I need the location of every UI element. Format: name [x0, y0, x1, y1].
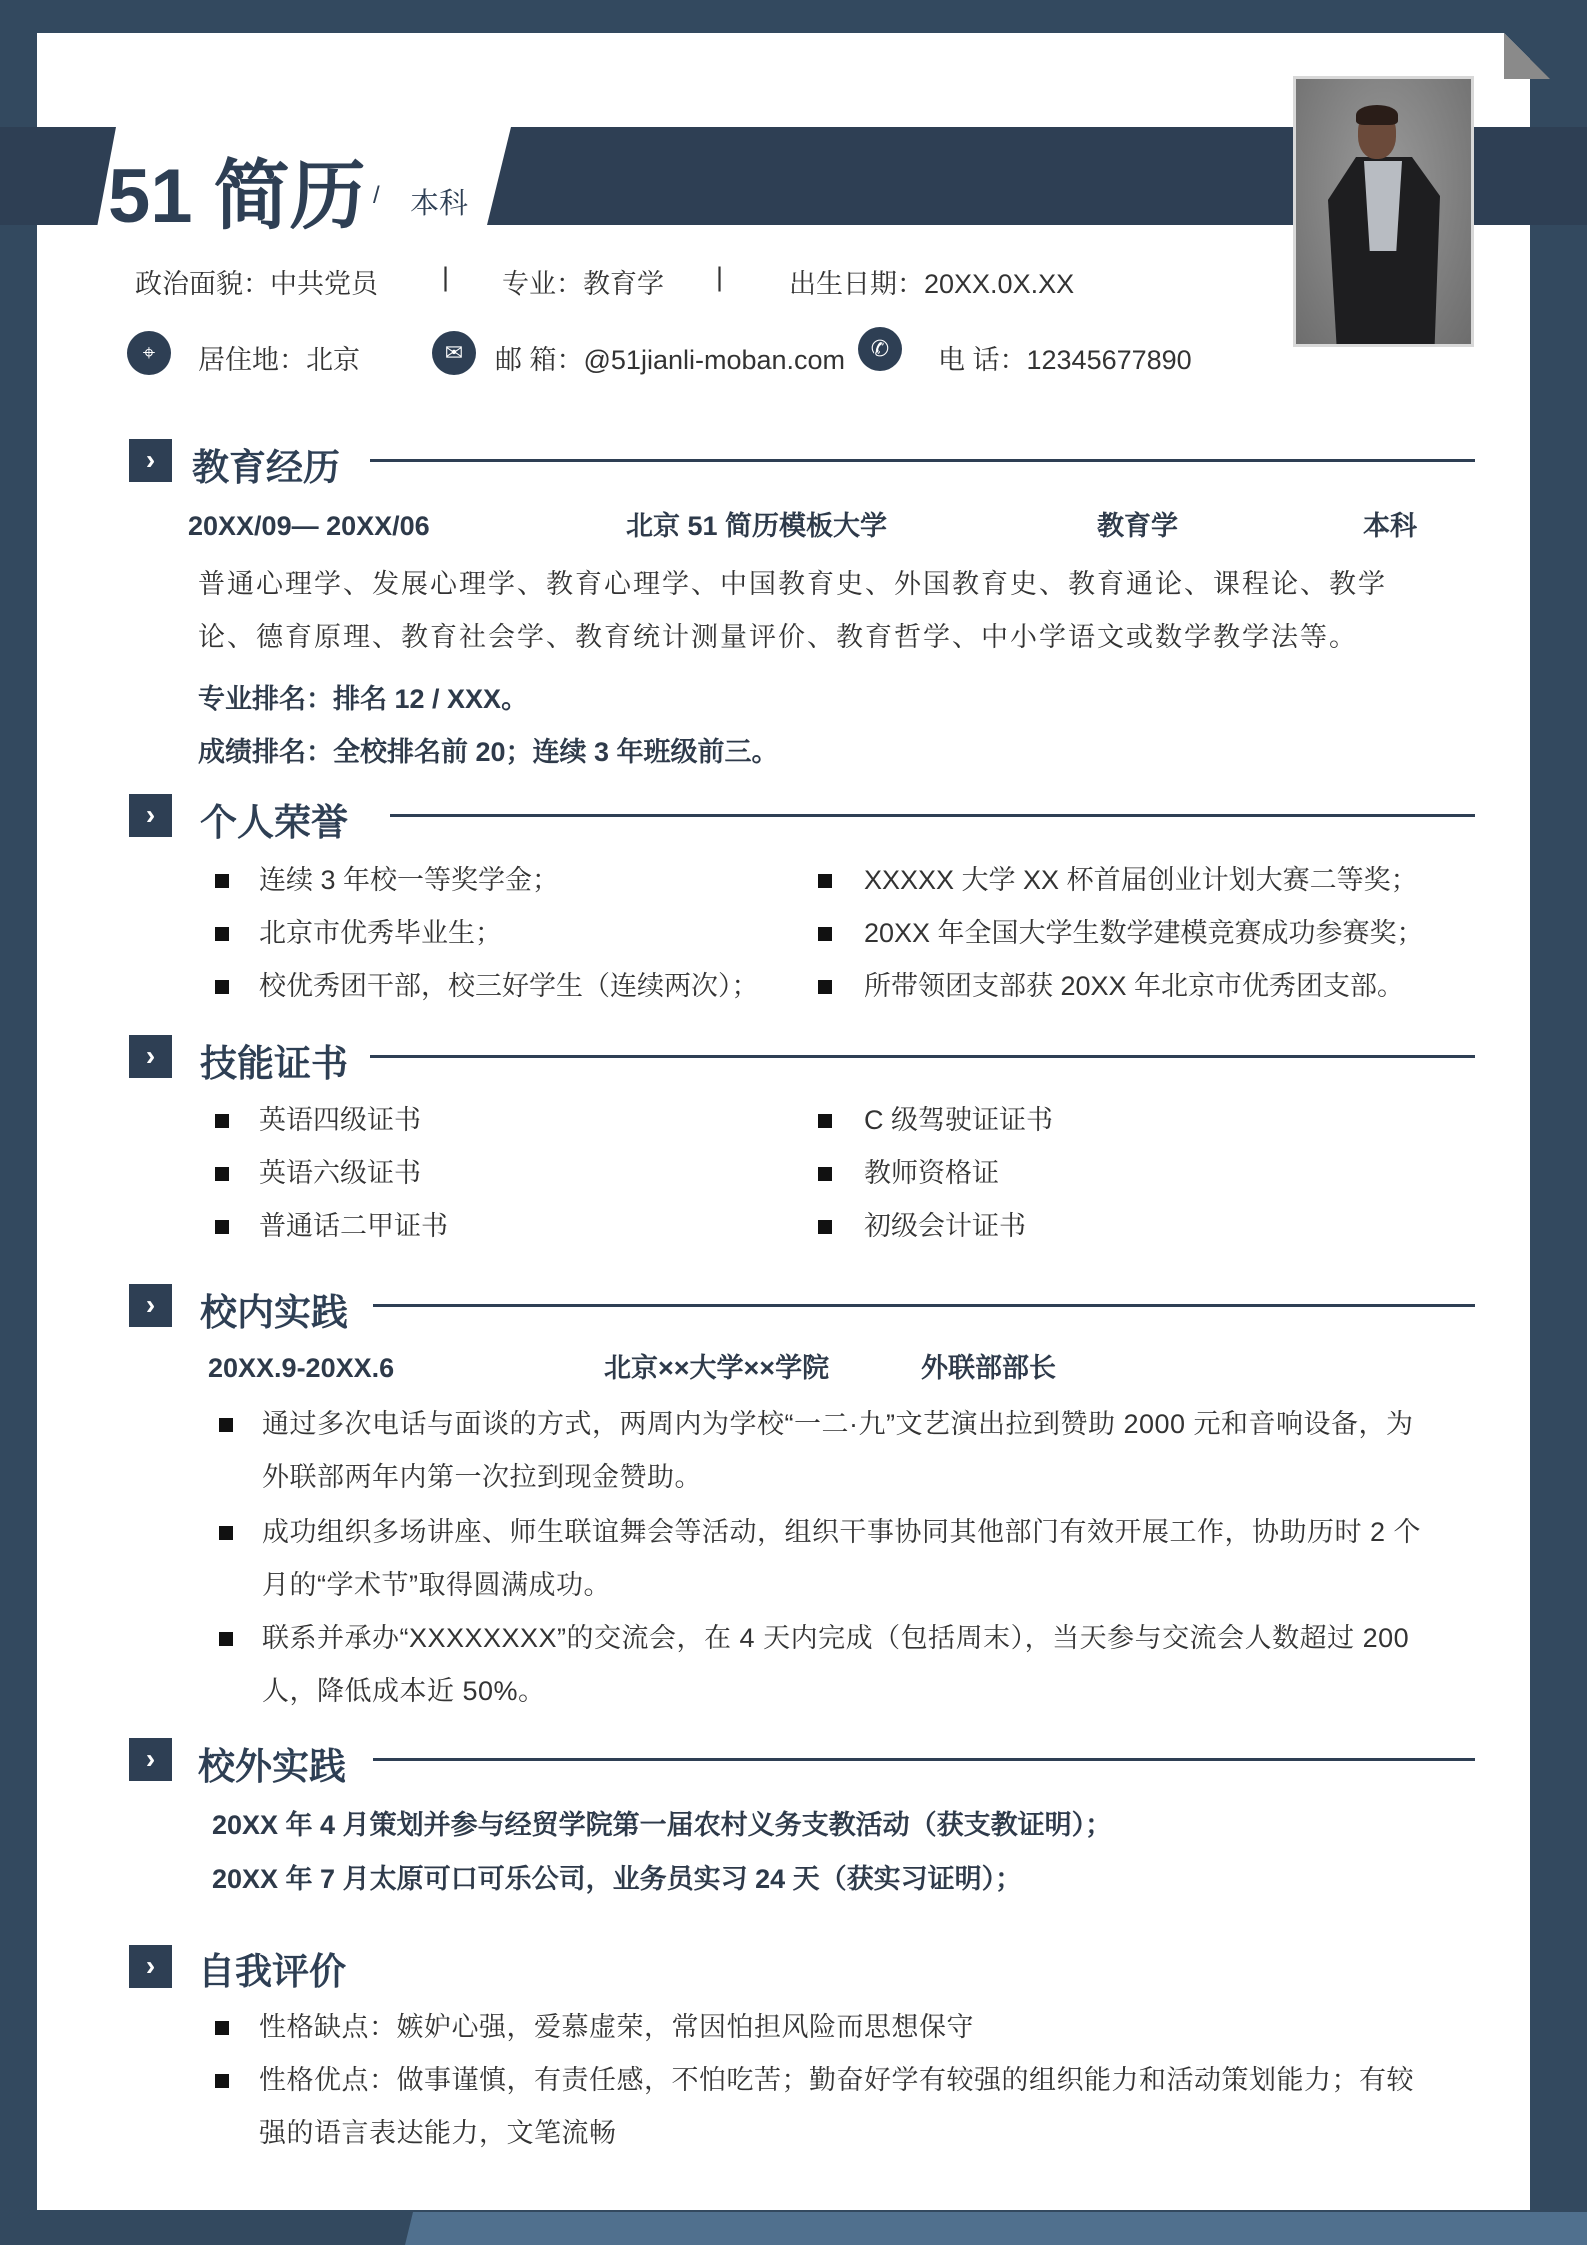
bottom-band-accent: [405, 2212, 1587, 2245]
section-divider: [370, 1055, 1475, 1058]
skills-item: C 级驾驶证证书: [864, 1105, 1053, 1135]
campus-role: 外联部部长: [921, 1353, 1056, 1383]
section-title-education: 教育经历: [192, 447, 340, 488]
honors-item: 20XX 年全国大学生数学建模竞赛成功参赛奖；: [864, 918, 1424, 948]
chevron-right-icon: ›: [129, 794, 172, 837]
campus-item: 成功组织多场讲座、师生联谊舞会等活动，组织干事协同其他部门有效开展工作，协助历时 2 个月的“学术节”取得圆满成功。: [262, 1517, 1422, 1600]
resume-title: 51 简历: [108, 154, 366, 239]
self-item: 性格缺点：嫉妒心强，爱慕虚荣，常因怕担风险而思想保守: [259, 2012, 974, 2042]
skills-item: 教师资格证: [864, 1158, 999, 1188]
email-info: 邮 箱：@51jianli-moban.com: [495, 345, 846, 375]
politics-info: 政治面貌：中共党员: [135, 269, 378, 299]
bullet-icon: [219, 1526, 233, 1540]
bullet-icon: [215, 980, 229, 994]
bullet-icon: [215, 2074, 229, 2088]
bullet-icon: [818, 927, 832, 941]
skills-item: 普通话二甲证书: [259, 1211, 448, 1241]
campus-item: 通过多次电话与面谈的方式，两周内为学校“一二·九”文艺演出拉到赞助 2000 元和音响设备，为外联部两年内第一次拉到现金赞助。: [262, 1409, 1414, 1492]
section-title-honors: 个人荣誉: [200, 802, 348, 843]
birth-info: 出生日期：20XX.0X.XX: [789, 269, 1075, 299]
honors-item: 连续 3 年校一等奖学金；: [259, 865, 560, 895]
honors-item: 校优秀团干部，校三好学生（连续两次）；: [259, 971, 759, 1001]
chevron-right-icon: ›: [129, 1035, 172, 1078]
bullet-icon: [219, 1632, 233, 1646]
section-divider: [390, 814, 1475, 817]
chevron-right-icon: ›: [129, 1284, 172, 1327]
edu-school: 北京 51 简历模板大学: [626, 511, 888, 541]
profile-photo: [1293, 76, 1474, 347]
chevron-right-icon: ›: [129, 439, 172, 482]
title-degree: 本科: [410, 188, 469, 220]
campus-item: 联系并承办“XXXXXXXX”的交流会，在 4 天内完成（包括周末），当天参与交流会人数超过 200 人，降低成本近 50%。: [262, 1623, 1410, 1706]
bullet-icon: [215, 1167, 229, 1181]
skills-item: 英语六级证书: [259, 1158, 421, 1188]
section-title-self: 自我评价: [198, 1951, 346, 1992]
chevron-right-icon: ›: [129, 1738, 172, 1781]
residence-info: 居住地：北京: [198, 345, 360, 375]
info-separator: |: [716, 262, 724, 292]
campus-org: 北京××大学××学院: [604, 1353, 830, 1383]
bullet-icon: [818, 874, 832, 888]
edu-major: 教育学: [1097, 511, 1178, 541]
bullet-icon: [215, 1220, 229, 1234]
bullet-icon: [219, 1418, 233, 1432]
section-divider: [370, 459, 1475, 462]
chevron-right-icon: ›: [129, 1945, 172, 1988]
bullet-icon: [215, 2021, 229, 2035]
bullet-icon: [818, 1220, 832, 1234]
honors-item: XXXXX 大学 XX 杯首届创业计划大赛二等奖；: [864, 865, 1418, 895]
skills-item: 英语四级证书: [259, 1105, 421, 1135]
info-separator: |: [442, 262, 450, 292]
external-item: 20XX 年 4 月策划并参与经贸学院第一届农村义务支教活动（获支教证明）；: [212, 1810, 1113, 1840]
bullet-icon: [215, 874, 229, 888]
section-divider: [373, 1304, 1475, 1307]
honors-item: 所带领团支部获 20XX 年北京市优秀团支部。: [864, 971, 1405, 1001]
email-icon: ✉: [432, 331, 476, 375]
major-info: 专业：教育学: [502, 269, 664, 299]
campus-period: 20XX.9-20XX.6: [208, 1353, 395, 1383]
honors-item: 北京市优秀毕业生；: [259, 918, 502, 948]
bullet-icon: [818, 980, 832, 994]
location-icon: ⌖: [127, 331, 171, 375]
section-divider: [373, 1758, 1475, 1761]
edu-rank-grade: 成绩排名：全校排名前 20；连续 3 年班级前三。: [198, 737, 779, 767]
external-item: 20XX 年 7 月太原可口可乐公司，业务员实习 24 天（获实习证明）；: [212, 1864, 1023, 1894]
phone-info: 电 话：12345677890: [938, 345, 1192, 375]
edu-rank-major: 专业排名：排名 12 / XXX。: [198, 684, 529, 714]
phone-icon: ✆: [858, 327, 902, 371]
section-title-skills: 技能证书: [200, 1043, 348, 1084]
skills-item: 初级会计证书: [864, 1211, 1026, 1241]
bullet-icon: [818, 1167, 832, 1181]
edu-degree: 本科: [1363, 511, 1417, 541]
section-title-external: 校外实践: [198, 1746, 346, 1787]
section-title-campus: 校内实践: [200, 1292, 348, 1333]
self-item: 性格优点：做事谨慎，有责任感，不怕吃苦；勤奋好学有较强的组织能力和活动策划能力；有较强的语言表达能力，文笔流畅: [259, 2065, 1414, 2148]
bullet-icon: [818, 1114, 832, 1128]
header-band-left: [0, 127, 116, 225]
title-slash: /: [373, 182, 380, 209]
bullet-icon: [215, 1114, 229, 1128]
bullet-icon: [215, 927, 229, 941]
edu-period: 20XX/09— 20XX/06: [188, 511, 430, 541]
edu-courses: 普通心理学、发展心理学、教育心理学、中国教育史、外国教育史、教育通论、课程论、教学论、德育原理、教育社会学、教育统计测量评价、教育哲学、中小学语文或数学教学法等。: [198, 569, 1387, 652]
